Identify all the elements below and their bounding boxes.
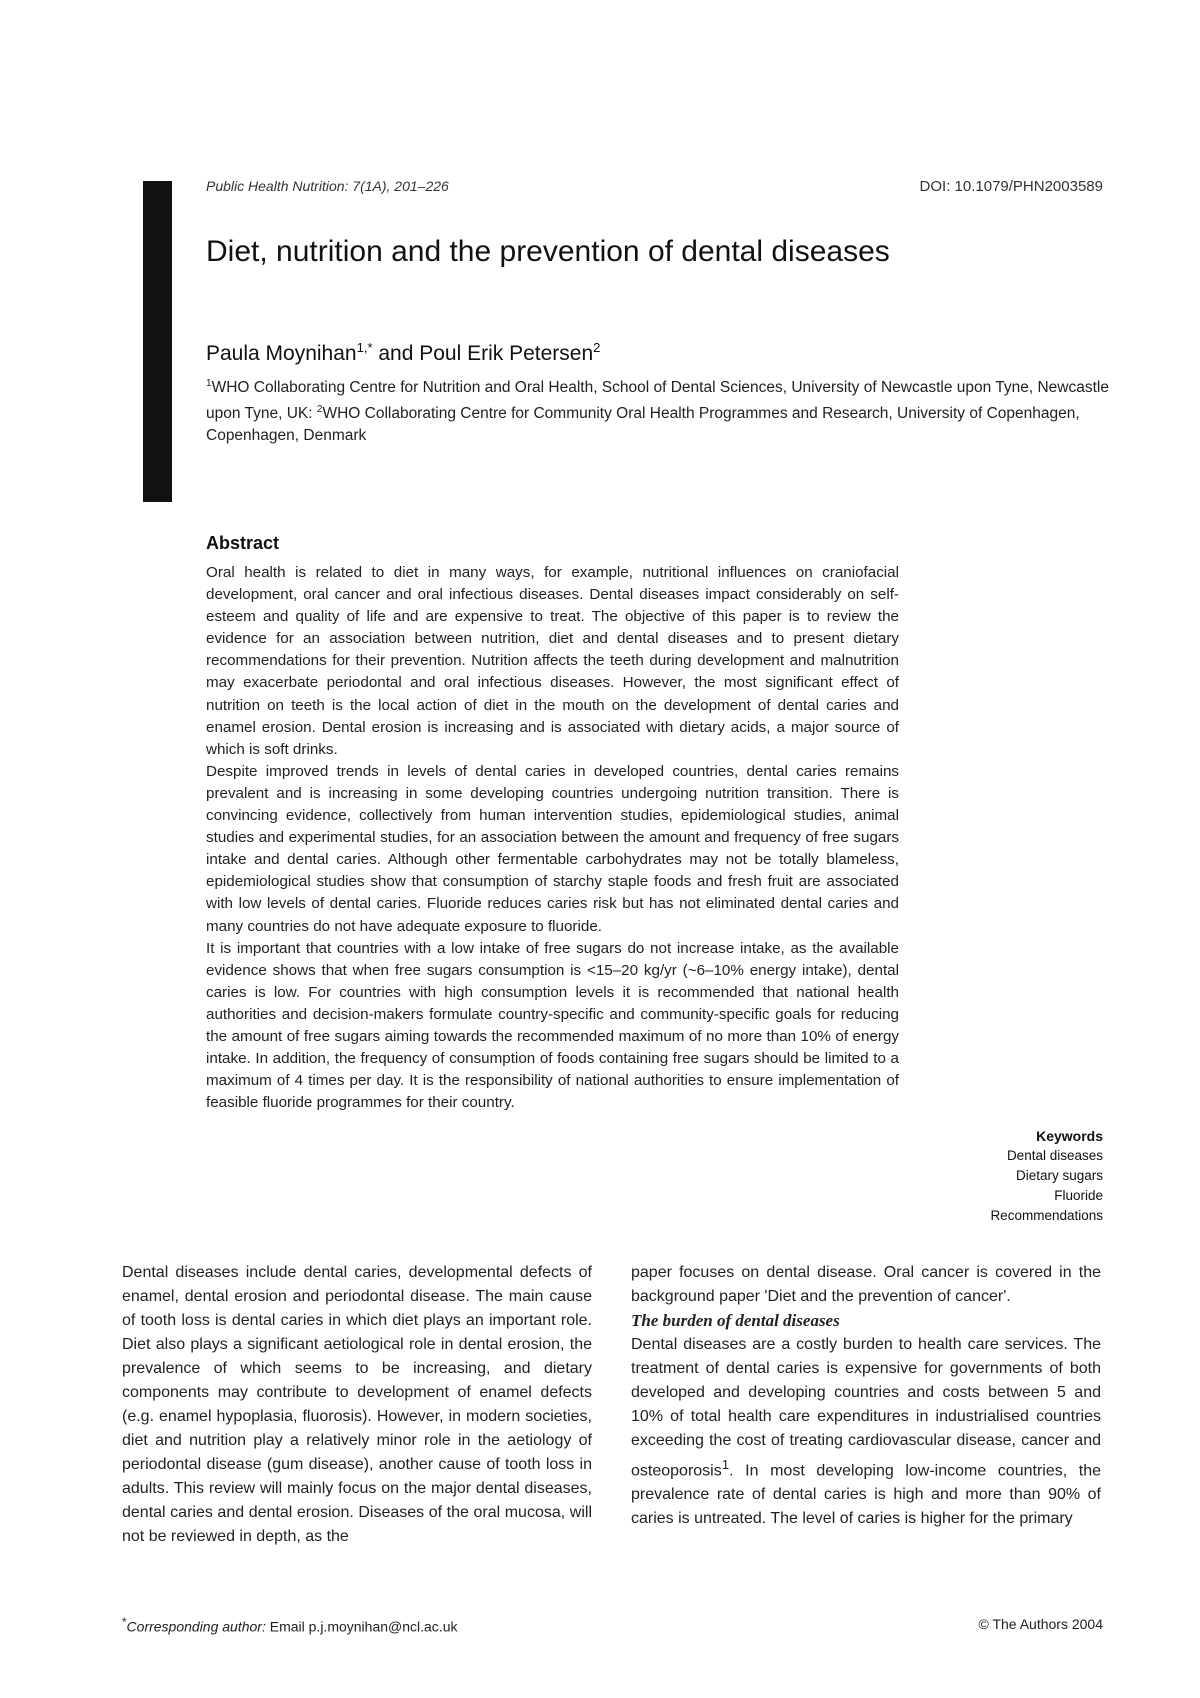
- affiliations: [206, 373, 1116, 447]
- abstract-paragraph: Despite improved trends in levels of dental caries in developed countries, dental caries remains prevalent and is increasing in some developing countries undergoing nutrition transition. There is convincing evidence, collectively from human intervention studies, epidemiological studies, animal studies and experimental studies, for an association between the amount and frequency of free sugars intake and dental caries. Although other fermentable carbohydrates may not be totally blameless, epidemiological studies show that consumption of starchy staple foods and fresh fruit are associated with low levels of dental caries. Fluoride reduces caries risk but has not eliminated dental caries and many countries do not have adequate exposure to fluoride.: [206, 762, 899, 935]
- author-mark: 1,*: [356, 340, 373, 355]
- abstract-heading: Abstract: [206, 533, 280, 553]
- author-line: [206, 340, 600, 366]
- doi: DOI: 10.1079/PHN2003589: [919, 178, 1103, 195]
- abstract-paragraph: Oral health is related to diet in many ways, for example, nutritional influences on craniofacial development, oral cancer and oral infectious diseases. Dental diseases impact considerably on self-esteem and quality of life and are expensive to treat. The objective of this paper is to review the evidence for an association between nutrition, diet and dental diseases and to present dietary recommendations for their prevention. Nutrition affects the teeth during development and malnutrition may exacerbate periodontal and oral infectious diseases. However, the most significant effect of nutrition on teeth is the local action of diet in the mouth on the development of dental caries and enamel erosion. Dental erosion is increasing and is associated with dietary acids, a major source of which is soft drinks.: [206, 564, 899, 758]
- keyword-item: Recommendations: [990, 1208, 1103, 1223]
- keywords-block: [990, 1126, 1103, 1226]
- paper-title: Diet, nutrition and the prevention of dental diseases: [206, 235, 890, 268]
- author-mark: 2: [593, 340, 601, 355]
- author-name: Poul Erik Petersen: [419, 342, 594, 365]
- affiliation-mark: 2: [316, 404, 323, 416]
- footnote-email: Email p.j.moynihan@ncl.ac.uk: [265, 1618, 458, 1635]
- affiliation-text: WHO Collaborating Centre for Nutrition and Oral Health, School of Dental Sciences, University of Newcastle upon Tyne, Newcastle upon Tyne, UK:: [206, 379, 1109, 423]
- body-column-left: [122, 1261, 592, 1549]
- keyword-item: Dental diseases: [1006, 1148, 1103, 1163]
- journal-reference: Public Health Nutrition: 7(1A), 201–226: [206, 178, 449, 194]
- abstract-body: [206, 562, 899, 1114]
- body-paragraph: Dental diseases include dental caries, developmental defects of enamel, dental erosion and periodontal disease. The main cause of tooth loss is dental caries in which diet plays an important role. Diet also plays a significant aetiological role in dental erosion, the prevalence of which seems to be increasing, and dietary components may contribute to development of enamel defects (e.g. enamel hypoplasia, fluorosis). However, in modern societies, diet and nutrition play a relatively minor role in the aetiology of periodontal disease (gum disease), another cause of tooth loss in adults. This review will mainly focus on the major dental diseases, dental caries and dental erosion. Diseases of the oral mucosa, will not be reviewed in depth, as the: [122, 1264, 592, 1545]
- keyword-item: Fluoride: [1054, 1188, 1103, 1203]
- body-paragraph: paper focuses on dental disease. Oral cancer is covered in the background paper 'Diet and the prevention of cancer'.: [631, 1264, 1101, 1305]
- body-text: Dental diseases are a costly burden to health care services. The treatment of dental caries is expensive for governments of both developed and developing countries and costs between 5 and 10% of total health care expenditures in industrialised countries exceeding the cost of treating cardiovascular disease, cancer and osteoporosis: [631, 1336, 1101, 1480]
- footnote: [122, 1616, 457, 1635]
- keywords-heading: Keywords: [1036, 1128, 1103, 1144]
- body-column-right: [631, 1261, 1101, 1531]
- copyright: © The Authors 2004: [978, 1616, 1103, 1632]
- affiliation-text: WHO Collaborating Centre for Community Oral Health Programmes and Research, University of Copenhagen, Copenhagen, Denmark: [206, 405, 1080, 445]
- footnote-label: Corresponding author:: [126, 1618, 266, 1635]
- abstract-paragraph: It is important that countries with a low intake of free sugars do not increase intake, as the available evidence shows that when free sugars consumption is <15–20 kg/yr (~6–10% energy intake), dental caries is low. For countries with high consumption levels it is recommended that national health authorities and decision-makers formulate country-specific and community-specific goals for reducing the amount of free sugars aiming towards the recommended maximum of no more than 10% of energy intake. In addition, the frequency of consumption of foods containing free sugars should be limited to a maximum of 4 times per day. It is the responsibility of national authorities to ensure implementation of feasible fluoride programmes for their country.: [206, 939, 899, 1112]
- citation-ref: 1: [721, 1457, 730, 1472]
- section-heading: The burden of dental diseases: [631, 1311, 840, 1330]
- footnote-mark: *: [122, 1616, 127, 1629]
- affiliation-mark: 1: [206, 378, 212, 389]
- sidebar-bar: [143, 181, 172, 502]
- keyword-item: Dietary sugars: [1015, 1168, 1103, 1183]
- body-paragraph: [631, 1333, 1101, 1531]
- body-text: . In most developing low-income countries, the prevalence rate of dental caries is high and more than 90% of caries is untreated. The level of caries is higher for the primary: [631, 1462, 1101, 1528]
- author-connector: and: [372, 342, 420, 365]
- author-name: Paula Moynihan: [206, 342, 357, 365]
